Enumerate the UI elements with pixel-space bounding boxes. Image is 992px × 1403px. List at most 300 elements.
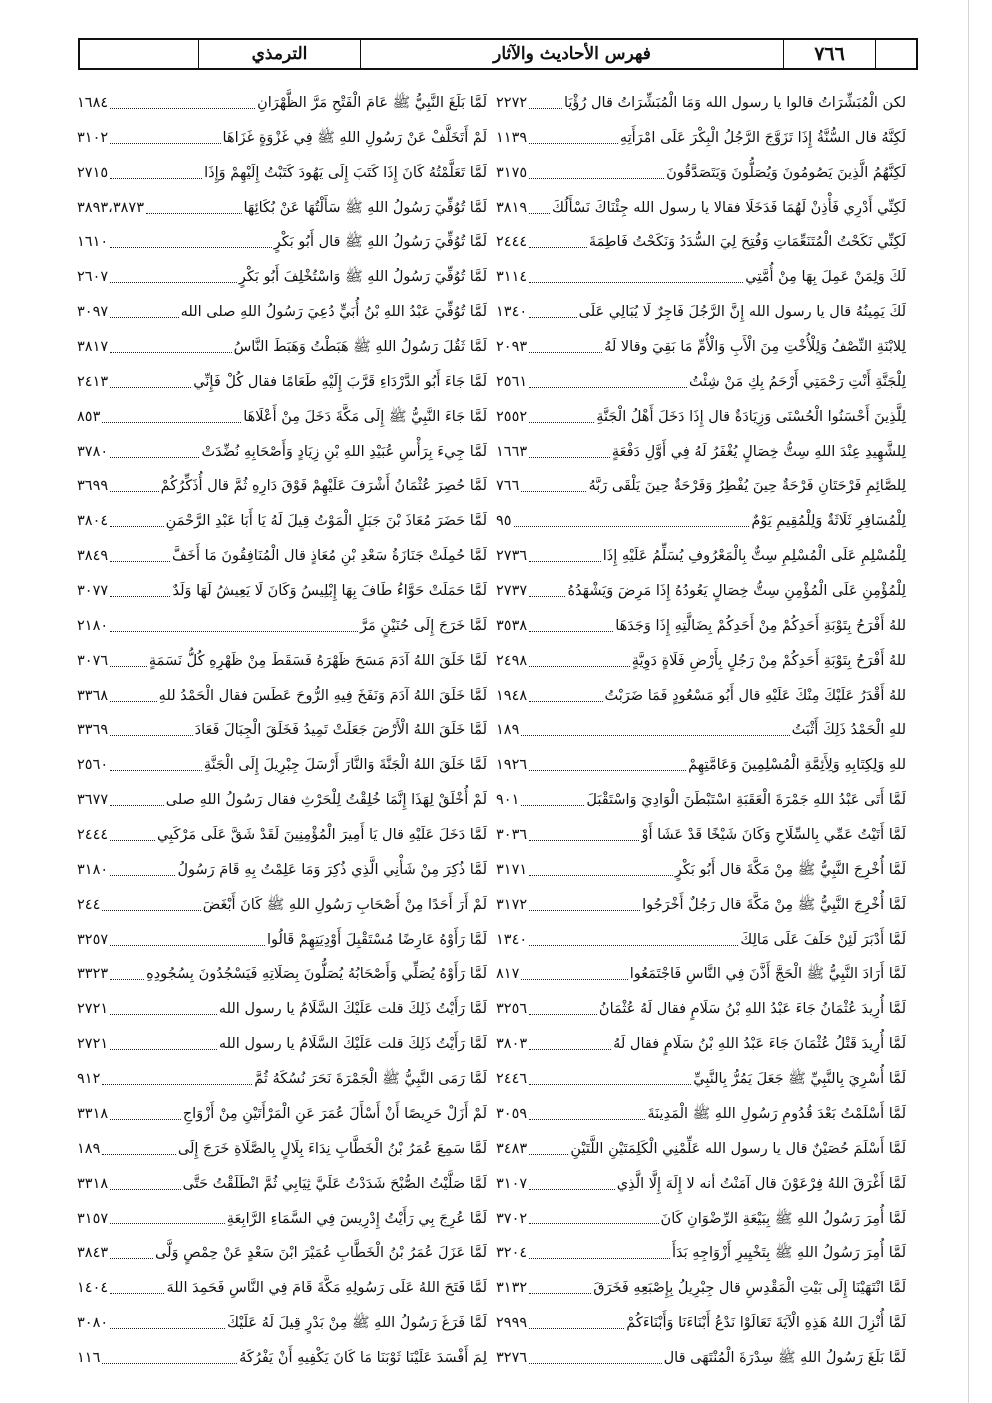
entry-text: لَمَّا أَرَادَ النَّبِيُّ ﷺ الْحَجَّ أَذَّنَ فِي النَّاسِ فَاجْتَمَعُوا [629,966,906,983]
entry-text: لَمَّا رَمَى النَّبِيُّ ﷺ الْجَمْرَةَ نَحَرَ نُسُكَهُ ثُمَّ [254,1071,487,1088]
entry-text: لَكِنَّهُ قال السُّنَّةُ إِذَا تَزَوَّجَ الرَّجُلُ الْبِكْرَ عَلَى امْرَأَتِهِ [619,129,906,146]
index-entry [496,853,906,888]
entry-reference-number: ٢٦٠٧ [77,269,109,286]
dot-leader [110,1293,164,1294]
index-entry [496,469,906,504]
dot-leader [529,422,594,423]
index-entry [77,295,487,330]
dot-leader [110,979,144,980]
entry-reference-number: ٢٧٣٦ [496,548,528,565]
entry-text: لَمَّا بَلَغَ رَسُولُ اللهِ ﷺ سِدْرَةَ الْمُنْتَهَى قال [663,1349,906,1366]
entry-reference-number: ٣١٣٢ [496,1280,528,1297]
entry-reference-number: ٩٥ [496,513,512,530]
index-entry [77,365,487,400]
dot-leader [110,1119,181,1120]
entry-text: لَمَّا حُمِلَتْ جَنَازَةُ سَعْدِ بْنِ مُعَاذٍ قال الْمُنَافِقُونَ مَا أَخَفَّ [171,548,487,565]
index-entry [496,992,906,1027]
entry-text: لَكَ يَمِينُهُ قال يا رسول الله إِنَّ الرَّجُلَ فَاجِرٌ لَا يُبَالِي عَلَى [578,304,906,321]
entry-text: للهُ أَفْرَحُ بِتَوْبَةِ أَحَدِكُمْ مِنْ رَجُلٍ بِأَرْضِ فَلَاةٍ دَوِيَّةٍ [631,652,906,669]
index-entry [77,609,487,644]
dot-leader [146,213,242,214]
dot-leader [110,875,175,876]
entry-reference-number: ١٣٤٠ [496,304,528,321]
index-entry [77,191,487,226]
entry-text: لَمَّا أَتَى عَبْدُ اللهِ جَمْرَةَ الْعَقَبَةِ اسْتَبْطَنَ الْوَادِيَ وَاسْتَقْبَلَ [586,792,906,809]
dot-leader [529,1189,615,1190]
entry-text: لَمَّا حُصِرَ عُثْمَانُ أَشْرَفَ عَلَيْهِمْ فَوْقَ دَارِهِ ثُمَّ قال أُذَكِّرُكُمْ [160,478,487,495]
index-entry [496,609,906,644]
scan-edge-line [968,0,969,1403]
dot-leader [529,1049,611,1050]
entry-reference-number: ٢٩٩٩ [496,1315,528,1332]
entry-text: لِلْمُسْلِمِ عَلَى الْمُسْلِمِ سِتٌّ بِالْمَعْرُوفِ يُسَلِّمُ عَلَيْهِ إِذَا [602,548,906,565]
entry-reference-number: ٩٠١ [496,792,520,809]
dot-leader [529,247,587,248]
index-entry [77,1097,487,1132]
index-entry [496,644,906,679]
entry-reference-number: ٣٣٢٣ [77,966,109,983]
dot-leader [529,1328,624,1329]
entry-text: لِلابْنَةِ النِّصْفُ وَلِلْأُخْتِ مِنَ الْأَبِ وَالْأُمِّ مَا بَقِيَ وقالا لَهُ [604,339,906,356]
entry-reference-number: ١٨٩ [77,1140,101,1157]
entry-reference-number: ٣١٠٢ [77,129,109,146]
dot-leader [110,770,202,771]
index-entry [77,888,487,923]
index-entry [77,1341,487,1376]
index-entry [77,1167,487,1202]
header-title: فهرس الأحاديث والآثار [360,40,783,68]
entry-text: لَمَّا تُوُفِّيَ رَسُولُ اللهِ ﷺ وَاسْتُخْلِفَ أَبُو بَكْرٍ [238,269,487,286]
dot-leader [110,352,231,353]
dot-leader [110,666,147,667]
entry-reference-number: ٢٤٤٤ [496,234,528,251]
entry-reference-number: ٣١٠٧ [496,1175,528,1192]
dot-leader [521,805,584,806]
index-entry [77,435,487,470]
entry-text: لَمَّا أَسْلَمْتُ بَعْدَ قُدُومِ رَسُولِ اللهِ ﷺ الْمَدِينَةَ [647,1105,906,1122]
entry-reference-number: ٣١٧١ [496,861,528,878]
entry-text: لَمَّا رَأَيْتُ ذَلِكَ قلت عَلَيْكَ السَّلَامُ يا رسول الله [218,1036,487,1053]
entry-reference-number: ٩١٢ [77,1071,101,1088]
index-entry [496,400,906,435]
dot-leader [529,282,743,283]
dot-leader [529,631,613,632]
index-entry [77,713,487,748]
index-entry [496,260,906,295]
entry-reference-number: ٣٥٣٨ [496,617,528,634]
dot-leader [102,422,241,423]
entry-reference-number: ٣٠٩٧ [77,304,109,321]
dot-leader [110,631,358,632]
index-entry [496,1341,906,1376]
entry-reference-number: ١٩٢٦ [496,757,528,774]
dot-leader [110,387,191,388]
dot-leader [110,701,157,702]
entry-text: لَمَّا خَلَقَ اللهُ آدَمَ مَسَحَ ظَهْرَهُ فَسَقَطَ مِنْ ظَهْرِهِ كُلُّ نَسَمَةٍ [148,652,487,669]
entry-reference-number: ٢٤١٣ [77,373,109,390]
entry-reference-number: ٢٤٤ [77,896,101,913]
entry-text: لَمَّا ثَقُلَ رَسُولُ اللهِ ﷺ هَبَطْتُ وَهَبَطَ النَّاسُ [233,339,487,356]
entry-text: لَمَّا أَسْلَمَ حُصَيْنٌ قال يا رسول الله عَلِّمْنِي الْكَلِمَتَيْنِ اللَّتَيْنِ [570,1140,906,1157]
index-entry [496,1236,906,1271]
dot-leader [529,457,610,458]
entry-reference-number: ١١٣٩ [496,129,528,146]
dot-leader [529,1084,691,1085]
dot-leader [529,1223,658,1224]
index-entry [77,957,487,992]
entry-text: لَمْ أَرَ أَحَدًا مِنْ أَصْحَابِ رَسُولِ اللهِ ﷺ كَانَ أَبْغَضَ [202,896,487,913]
index-entry [496,1167,906,1202]
dot-leader [529,666,630,667]
entry-text: لَمَّا أُسْرِيَ بِالنَّبِيِّ ﷺ جَعَلَ يَمُرُّ بِالنَّبِيِّ [693,1071,906,1088]
entry-reference-number: ٣٨٤٣ [77,1245,109,1262]
index-entry [496,1027,906,1062]
entry-text: للهِ الْحَمْدُ ذَلِكَ أَثْبَتُ [791,722,906,739]
index-entry [77,400,487,435]
entry-reference-number: ٣٣٦٩ [77,722,109,739]
dot-leader [110,1258,153,1259]
entry-text: لَمَّا عَزَلَ عُمَرُ بْنُ الْخَطَّابِ عُمَيْرَ ابْنَ سَعْدٍ عَنْ حِمْصٍ وَلَّى [155,1245,487,1262]
entry-reference-number: ٢٥٥٢ [496,408,528,425]
entry-reference-number: ٣٦٧٧ [77,792,109,809]
entry-text: لَمَّا تُوُفِّيَ رَسُولُ اللهِ ﷺ سَأَلْتُهَا عَنْ بُكَائِهَا [243,199,487,216]
dot-leader [102,1154,176,1155]
entry-reference-number: ٣٧٨٠ [77,443,109,460]
dot-leader [529,770,686,771]
dot-leader [110,1014,217,1015]
entry-reference-number: ٣٨٩٣،٣٨٧٣ [77,199,144,216]
entry-reference-number: ٢٠٩٣ [496,339,528,356]
dot-leader [110,143,220,144]
entry-text: لَمْ أُخْلَقْ لِهَذَا إِنَّمَا خُلِقْتُ لِلْحَرْثِ فقال رَسُولُ اللهِ صلى [165,792,487,809]
dot-leader [529,108,562,109]
index-entry [77,121,487,156]
entry-reference-number: ٣٢٥٧ [77,931,109,948]
index-entry [496,330,906,365]
index-entry [77,469,487,504]
index-entry [77,783,487,818]
entry-text: لَمْ أَتَخَلَّفْ عَنْ رَسُولِ اللهِ ﷺ فِي غَزْوَةٍ غَزَاهَا [222,129,487,146]
dot-leader [529,1293,591,1294]
dot-leader [110,840,155,841]
dot-leader [110,108,255,109]
entry-reference-number: ٣٢٧٦ [496,1349,528,1366]
entry-text: للهِ وَلِكِتَابِهِ وَلِأَئِمَّةِ الْمُسْلِمِينَ وَعَامَّتِهِمْ [688,757,906,774]
entry-reference-number: ٣١٥٧ [77,1210,109,1227]
dot-leader [529,143,618,144]
index-entry [77,504,487,539]
dot-leader [110,1189,180,1190]
entry-reference-number: ٣٠٣٦ [496,827,528,844]
dot-leader [529,317,577,318]
entry-reference-number: ٣١٨٠ [77,861,109,878]
index-entry [77,156,487,191]
entry-reference-number: ١٦٨٤ [77,95,109,111]
index-entry [496,1202,906,1237]
dot-leader [110,282,237,283]
left-column [77,86,487,1376]
index-entry [77,818,487,853]
dot-leader [529,213,550,214]
entry-text: لَكِنِّي نَكَحْتُ الْمُتَنَعِّمَاتِ وَفُتِحَ لِيَ السُّدَدُ وَنَكَحْتُ فَاطِمَةَ [588,234,906,251]
index-entry [77,679,487,714]
index-entry [496,86,906,121]
entry-text: لَمَّا حَضَرَ مُعَاذَ بْنَ جَبَلٍ الْمَوْتُ قِيلَ لَهُ يَا أَبَا عَبْدِ الرَّحْمَنِ [165,513,487,530]
entry-reference-number: ٢١٨٠ [77,617,109,634]
entry-text: لَمْ أَزَلْ حَرِيصًا أَنْ أَسْأَلَ عُمَرَ عَنِ الْمَرْأَتَيْنِ مِنْ أَزْوَاجِ [182,1105,487,1122]
index-entry [496,783,906,818]
header-book-name: الترمذي [198,40,360,68]
dot-leader [110,735,193,736]
dot-leader [521,979,627,980]
dot-leader [529,875,673,876]
entry-text: لَكِنِّي أَدْرِي فَأْذِنْ لَهُمَا فَدَخَلَا فقالا يا رسول الله جِئْنَاكَ نَسْأَلُكَ [551,199,906,216]
dot-leader [110,1049,217,1050]
entry-text: لَمَّا حَمَلَتْ حَوَّاءُ طَافَ بِهَا إِبْلِيسُ وَكَانَ لَا يَعِيشُ لَهَا وَلَدٌ [172,583,487,600]
dot-leader [514,526,750,527]
index-entry [496,679,906,714]
entry-reference-number: ٢٧٣٧ [496,583,528,600]
entry-text: لَمَّا تُوُفِّيَ رَسُولُ اللهِ ﷺ قال أَبُو بَكْرٍ [273,234,487,251]
dot-leader [529,1258,670,1259]
entry-text: لَمَّا جَاءَ النَّبِيُّ ﷺ إِلَى مَكَّةَ دَخَلَ مِنْ أَعْلَاهَا [243,408,487,425]
entry-text: لَمَّا صَلَّيْتُ الصُّبْحَ شَدَدْتُ عَلَيَّ ثِيَابِي ثُمَّ انْطَلَقْتُ حَتَّى [182,1175,487,1192]
entry-text: لَمَّا أُخْرِجَ النَّبِيُّ ﷺ مِنْ مَكَّةَ قال رَجُلٌ أَخْرَجُوا [642,896,906,913]
entry-reference-number: ٣٠٧٧ [77,583,109,600]
entry-text: لَمَّا خَلَقَ اللهُ آدَمَ وَنَفَخَ فِيهِ الرُّوحَ عَطَسَ فقال الْحَمْدُ للهِ [158,687,487,704]
dot-leader [110,561,170,562]
entry-text: لَمَّا فَرَغَ رَسُولُ اللهِ ﷺ مِنْ بَدْرٍ قِيلَ لَهُ عَلَيْكَ [227,1315,487,1332]
entry-reference-number: ٣٣٦٨ [77,687,109,704]
entry-reference-number: ١٣٤٠ [496,931,528,948]
entry-reference-number: ٣٨٤٩ [77,548,109,565]
entry-reference-number: ٣٦٩٩ [77,478,109,495]
dot-leader [529,1014,597,1015]
entry-text: لِمَ أَفْسَدَ عَلَيْنَا ثَوْبَنَا مَا كَانَ يَكْفِيهِ أَنْ يَفْرُكَهُ [239,1349,487,1366]
index-entry [496,539,906,574]
entry-reference-number: ١٦٦٣ [496,443,528,460]
entry-reference-number: ٣٨٠٣ [496,1036,528,1053]
index-entry [496,574,906,609]
dot-leader [102,1363,237,1364]
index-entry [77,86,487,121]
dot-leader [110,596,170,597]
entry-reference-number: ٣٠٥٩ [496,1105,528,1122]
header-empty-right [875,40,918,68]
index-entry [496,923,906,958]
dot-leader [529,1154,568,1155]
entry-reference-number: ١١٦ [77,1349,101,1366]
index-entry [77,992,487,1027]
dot-leader [529,1119,645,1120]
entry-reference-number: ٣١٧٢ [496,896,528,913]
entry-text: لَمَّا رَأَوْهُ يُصَلِّي وَأَصْحَابُهُ يُصَلُّونَ بِصَلَاتِهِ فَيَسْجُدُونَ بِسُجُودِهِ [146,966,487,983]
entry-text: لِلَّذِينَ أَحْسَنُوا الْحُسْنَى وَزِيَادَةٌ قال إِذَا دَخَلَ أَهْلُ الْجَنَّةِ [596,408,906,425]
index-entry [496,435,906,470]
dot-leader [529,561,601,562]
entry-reference-number: ٣٧٠٢ [496,1210,528,1227]
entry-reference-number: ٢٧٢١ [77,1036,109,1053]
index-entry [77,225,487,260]
dot-leader [529,701,602,702]
entry-reference-number: ٨٥٣ [77,408,101,425]
dot-leader [110,457,199,458]
entry-text: لَمَّا أُرِيدَ عُثْمَانُ جَاءَ عَبْدُ اللهِ بْنُ سَلَامٍ فقال لَهُ عُثْمَانُ [598,1001,906,1018]
entry-text: لَكِنَّهُمُ الَّذِينَ يَصُومُونَ وَيُصَلُّونَ وَيَتَصَدَّقُونَ [666,164,906,181]
entry-text: لَمَّا أُنْزِلَ اللهُ هَذِهِ الْآيَةَ تَعَالَوْا نَدْعُ أَبْنَاءَنَا وَأَبْنَاءَكُمْ [626,1315,906,1332]
index-entry [77,574,487,609]
index-entry [496,295,906,330]
entry-text: لَمَّا أُمِرَ رَسُولُ اللهِ ﷺ بِتَخْيِيرِ أَزْوَاجِهِ بَدَأَ [672,1245,906,1262]
entry-text: لَمَّا أُرِيدَ قَتْلُ عُثْمَانَ جَاءَ عَبْدُ اللهِ بْنُ سَلَامٍ فقال لَهُ [613,1036,906,1053]
index-entry [496,1062,906,1097]
entry-text: لَمَّا أَدْبَرَ لَئِنْ حَلَفَ عَلَى مَالِكَ [740,931,906,948]
entry-reference-number: ٢٤٩٨ [496,652,528,669]
index-entry [77,923,487,958]
dot-leader [529,387,687,388]
entry-reference-number: ٣٢٠٤ [496,1245,528,1262]
entry-text: لَمَّا جَاءَ أَبُو الدَّرْدَاءِ قَرَّبَ إِلَيْهِ طَعَامًا فقال كُلْ فَإِنِّي [193,373,487,390]
index-entry [496,1306,906,1341]
dot-leader [529,910,640,911]
entry-reference-number: ١٩٤٨ [496,687,528,704]
entry-text: لِلْمُسَافِرِ ثَلَاثَةٌ وَلِلْمُقِيمِ يَوْمٌ [751,513,906,530]
entry-text: للهُ أَقْدَرُ عَلَيْكَ مِنْكَ عَلَيْهِ قال أَبُو مَسْعُودٍ فَمَا ضَرَبْتُ [604,687,906,704]
index-entry [77,748,487,783]
entry-reference-number: ١٦١٠ [77,234,109,251]
entry-reference-number: ٧٦٦ [496,478,520,495]
entry-text: لَمَّا ذُكِرَ مِنْ شَأْنِي الَّذِي ذُكِرَ وَمَا عَلِمْتُ بِهِ قَامَ رَسُولُ [177,861,487,878]
entry-text: لَمَّا أُمِرَ رَسُولُ اللهِ ﷺ بِبَيْعَةِ الرِّضْوَانِ كَانَ [660,1210,906,1227]
dot-leader [110,526,164,527]
index-entry [77,330,487,365]
entry-reference-number: ٣٣١٨ [77,1105,109,1122]
index-entry [77,1306,487,1341]
entry-reference-number: ٢٧٢١ [77,1001,109,1018]
dot-leader [521,735,789,736]
index-entry [77,1271,487,1306]
entry-text: لَمَّا رَأَيْتُ ذَلِكَ قلت عَلَيْكَ السَّلَامُ يا رسول الله [218,1001,487,1018]
entry-text: لِلصَّائِمِ فَرْحَتَانِ فَرْحَةٌ حِينَ يُفْطِرُ وَفَرْحَةٌ حِينَ يَلْقَى رَبَّهُ [588,478,906,495]
entry-reference-number: ٣٤٨٣ [496,1140,528,1157]
index-entry [496,1132,906,1167]
dot-leader [529,840,639,841]
index-entry [77,1132,487,1167]
index-entry [496,225,906,260]
entry-text: لَمَّا خَلَقَ اللهُ الْجَنَّةَ وَالنَّارَ أَرْسَلَ جِبْرِيلَ إِلَى الْجَنَّةِ [203,757,487,774]
entry-reference-number: ٣٣١٨ [77,1175,109,1192]
dot-leader [110,491,158,492]
index-entry [77,1202,487,1237]
entry-reference-number: ٢٤٤٦ [496,1071,528,1088]
index-entry [77,260,487,295]
dot-leader [529,945,738,946]
entry-text: لَمَّا جِيءَ بِرَأْسِ عُبَيْدِ اللهِ بْنِ زِيَادٍ وَأَصْحَابِهِ نُضِّدَتْ [201,443,487,460]
entry-text: لِلشَّهِيدِ عِنْدَ اللهِ سِتُّ خِصَالٍ يُغْفَرُ لَهُ فِي أَوَّلِ دَفْعَةٍ [611,443,906,460]
entry-text: لَمَّا أُخْرِجَ النَّبِيُّ ﷺ مِنْ مَكَّةَ قال أَبُو بَكْرٍ [674,861,906,878]
index-entry [496,748,906,783]
dot-leader [529,1363,661,1364]
entry-reference-number: ٢٥٦٠ [77,757,109,774]
index-entry [77,853,487,888]
dot-leader [529,352,602,353]
dot-leader [110,1328,225,1329]
entry-reference-number: ٢٥٦١ [496,373,528,390]
index-entry [496,713,906,748]
index-entry [77,539,487,574]
entry-text: لَمَّا فَتَحَ اللهُ عَلَى رَسُولِهِ مَكَّةَ قَامَ فِي النَّاسِ فَحَمِدَ اللهَ [166,1280,487,1297]
entry-text: لِلْجَنَّةِ أَنْتِ رَحْمَتِي أَرْحَمُ بِكِ مَنْ شِئْتُ [689,373,906,390]
page-header [78,38,918,70]
entry-text: لَمَّا خَلَقَ اللهُ الْأَرْضَ جَعَلَتْ تَمِيدُ فَخَلَقَ الْجِبَالَ فَعَادَ [194,722,487,739]
dot-leader [110,945,265,946]
right-column [496,86,906,1376]
entry-reference-number: ٨١٧ [496,966,520,983]
entry-text: للهُ أَفْرَحُ بِتَوْبَةِ أَحَدِكُمْ مِنْ أَحَدِكُمْ بِضَالَّتِهِ إِذَا وَجَدَهَا [615,617,906,634]
entry-reference-number: ٣٠٨٠ [77,1315,109,1332]
index-entry [496,1271,906,1306]
entry-reference-number: ٣١٧٥ [496,164,528,181]
index-entry [496,365,906,400]
dot-leader [110,1223,225,1224]
entry-reference-number: ٣٨١٩ [496,199,528,216]
header-empty-left [80,40,198,68]
header-page-number: ٧٦٦ [783,40,875,68]
index-entry [496,121,906,156]
index-entry [496,818,906,853]
dot-leader [110,805,164,806]
dot-leader [521,491,586,492]
entry-text: لَمَّا انْتَهَيْنَا إِلَى بَيْتِ الْمَقْدِسِ قال جِبْرِيلُ بِإِصْبَعِهِ فَخَرَقَ [593,1280,906,1297]
entry-text: لِلْمُؤْمِنِ عَلَى الْمُؤْمِنِ سِتُّ خِصَالٍ يَعُودُهُ إِذَا مَرِضَ وَيَشْهَدُهُ [567,583,906,600]
index-entry [77,1062,487,1097]
index-entry [77,1027,487,1062]
index-entry [496,156,906,191]
dot-leader [529,596,565,597]
entry-text: لَمَّا خَرَجَ إِلَى حُنَيْنٍ مَرَّ [359,617,487,634]
index-entry [496,191,906,226]
entry-text: لَمَّا رَأَوْهُ عَارِضًا مُسْتَقْبِلَ أَوْدِيَتِهِمْ قَالُوا [267,931,487,948]
entry-text: لَمَّا بَلَغَ النَّبِيُّ ﷺ عَامَ الْفَتْحِ مَرَّ الظَّهْرَانِ [257,95,487,111]
entry-text: لَمَّا تَعَلَّمْتُهُ كَانَ إِذَا كَتَبَ إِلَى يَهُودَ كَتَبْتُ إِلَيْهِمْ وَإِذَا [204,164,487,181]
entry-reference-number: ٣٨٠٤ [77,513,109,530]
index-entry [77,1236,487,1271]
entry-reference-number: ٢٧١٥ [77,164,109,181]
dot-leader [110,247,272,248]
entry-reference-number: ٣٢٥٦ [496,1001,528,1018]
entry-text: لَمَّا أَتَيْتُ عَمِّي بِالسِّلَاحِ وَكَانَ شَيْخًا قَدْ عَشَا أَوْ [641,827,906,844]
entry-text: لكن الْمُبَشِّرَاتُ قالوا يا رسول الله وَمَا الْمُبَشِّرَاتُ قال رُؤْيَا [563,95,906,111]
entry-reference-number: ٣٨١٧ [77,339,109,356]
entry-text: لَمَّا أَغْرَقَ اللهُ فِرْعَوْنَ قال آمَنْتُ أنه لا إِلَهَ إِلَّا الَّذِي [616,1175,906,1192]
index-entry [496,888,906,923]
entry-reference-number: ٢٤٤٤ [77,827,109,844]
entry-reference-number: ٢٢٧٢ [496,95,528,111]
index-entry [496,504,906,539]
dot-leader [102,1084,252,1085]
dot-leader [529,178,664,179]
entry-text: لَمَّا عُرِجَ بِي رَأَيْتُ إِدْرِيسَ فِي السَّمَاءِ الرَّابِعَةِ [226,1210,487,1227]
index-entry [496,1097,906,1132]
entry-reference-number: ١٨٩ [496,722,520,739]
entry-reference-number: ٣٠٧٦ [77,652,109,669]
dot-leader [110,317,178,318]
dot-leader [102,910,200,911]
entry-text: لَمَّا دَخَلَ عَلَيْهِ قال يَا أَمِيرَ الْمُؤْمِنِينَ لَقَدْ شَقَّ عَلَى مَرْكَبِي [157,827,487,844]
index-entry [496,957,906,992]
index-entry [77,644,487,679]
entry-reference-number: ١٤٠٤ [77,1280,109,1297]
